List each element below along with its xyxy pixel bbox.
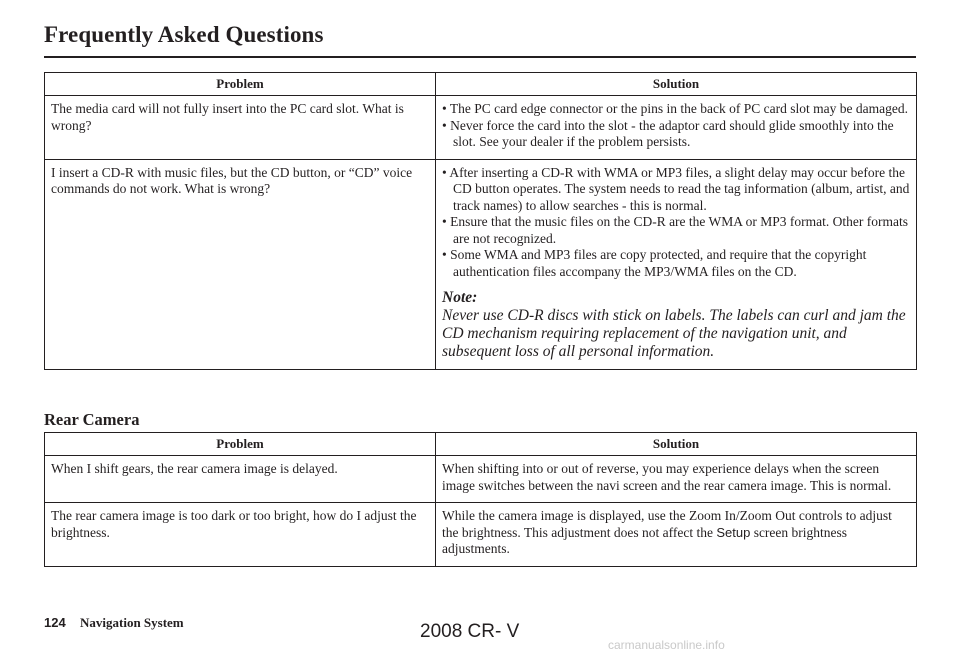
- solution-item: • After inserting a CD-R with WMA or MP3 files, a slight delay may occur before the CD button operates. The system needs to read the tag information (album, artist, and track names) to allow searches - this is normal.: [442, 165, 910, 215]
- table-header-row: [45, 73, 917, 96]
- solution-text: While the camera image is displayed, use the Zoom In/Zoom Out controls to adjust the brightness. This adjustment does not affect the: [442, 508, 892, 540]
- note-text: Never use CD-R discs with stick on labels. The labels can curl and jam the CD mechanism requiring replacement of the navigation unit, and subsequent loss of all personal information.: [442, 307, 906, 360]
- problem-column-header: Problem: [45, 433, 436, 456]
- title-divider: [44, 56, 916, 58]
- table-row: [45, 503, 917, 567]
- problem-cell: When I shift gears, the rear camera image is delayed.: [45, 456, 436, 503]
- table-header-row: [45, 433, 917, 456]
- problem-cell: I insert a CD-R with music files, but the CD button, or “CD” voice commands do not work. What is wrong?: [45, 159, 436, 370]
- solution-cell: [436, 503, 917, 567]
- table-row: [45, 159, 917, 370]
- page-number: 124: [44, 615, 66, 630]
- problem-column-header: Problem: [45, 73, 436, 96]
- note-label: Note:: [442, 289, 478, 306]
- watermark: carmanualsonline.info: [608, 638, 725, 652]
- setup-ui-word: Setup: [716, 524, 751, 540]
- solution-item: • Never force the card into the slot - the adaptor card should glide smoothly into the slot. See your dealer if the problem persists.: [442, 118, 910, 151]
- faq-table: [44, 72, 917, 370]
- footer-section-label: Navigation System: [80, 615, 184, 630]
- solution-cell: [436, 159, 917, 370]
- solution-cell: [436, 96, 917, 160]
- problem-cell: The rear camera image is too dark or too bright, how do I adjust the brightness.: [45, 503, 436, 567]
- solution-column-header: Solution: [436, 433, 917, 456]
- footer-model: 2008 CR- V: [420, 621, 520, 642]
- rear-camera-table: [44, 432, 917, 567]
- table-row: [45, 456, 917, 503]
- section-heading: Rear Camera: [44, 410, 140, 429]
- problem-cell: The media card will not fully insert into the PC card slot. What is wrong?: [45, 96, 436, 160]
- solution-item: • Some WMA and MP3 files are copy protected, and require that the copyright authentication files accompany the MP3/WMA files on the CD.: [442, 247, 910, 280]
- solution-list: [442, 165, 910, 281]
- table-row: [45, 96, 917, 160]
- solution-column-header: Solution: [436, 73, 917, 96]
- page-title: Frequently Asked Questions: [44, 22, 324, 47]
- solution-cell: When shifting into or out of reverse, you may experience delays when the screen image switches between the navi screen and the rear camera image. This is normal.: [436, 456, 917, 503]
- solution-item: • The PC card edge connector or the pins in the back of PC card slot may be damaged.: [442, 101, 910, 118]
- solution-list: [442, 101, 910, 151]
- solution-item: • Ensure that the music files on the CD-R are the WMA or MP3 format. Other formats are not recognized.: [442, 214, 910, 247]
- solution-text: screen brightness adjustments.: [442, 524, 848, 556]
